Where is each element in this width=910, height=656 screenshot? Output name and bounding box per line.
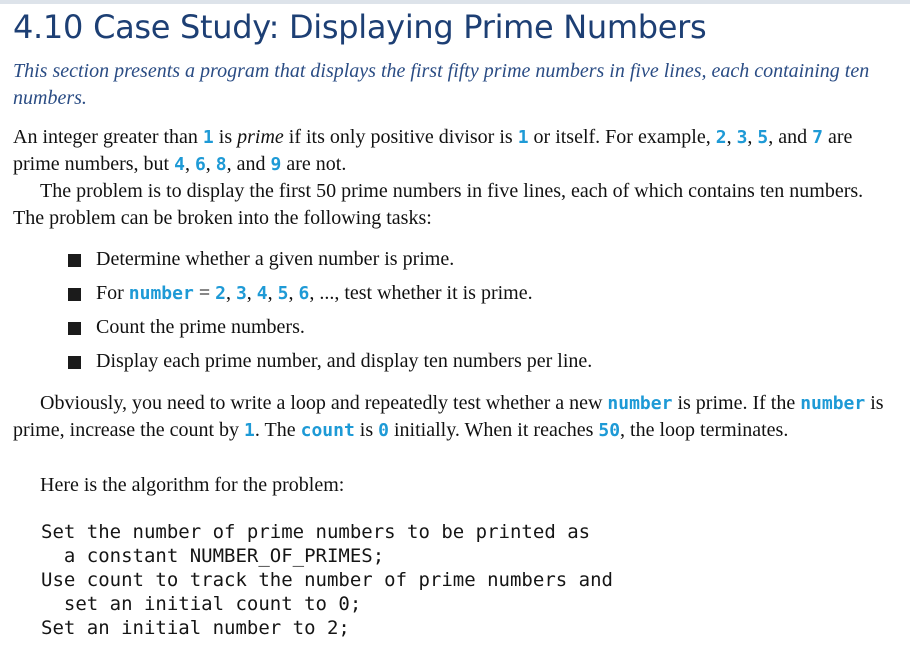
- code-line: Set the number of prime numbers to be printed as: [41, 521, 591, 543]
- emphasis-prime: prime: [237, 126, 284, 148]
- text: is prime. If the: [672, 392, 801, 414]
- text: , and: [768, 126, 813, 148]
- bullet-square-icon: [68, 254, 81, 267]
- list-item-text: Determine whether a given number is prime.: [96, 248, 455, 270]
- code-literal: 9: [270, 154, 282, 175]
- text: or itself. For example,: [528, 126, 716, 148]
- code-literal: 5: [757, 127, 769, 148]
- task-list: [68, 244, 592, 380]
- code-line: Use count to track the number of prime numbers and: [41, 569, 613, 591]
- code-literal: 5: [277, 283, 289, 304]
- text: , ..., test whether it is prime.: [309, 282, 533, 304]
- code-literal: number: [607, 393, 673, 414]
- code-literal: 4: [174, 154, 185, 175]
- section-title-text: Case Study: Displaying Prime Numbers: [93, 8, 707, 46]
- code-literal: 2: [215, 283, 226, 304]
- text: ,: [246, 282, 257, 304]
- code-literal: 3: [235, 283, 247, 304]
- text: Obviously, you need to write a loop and repeatedly test whether a new: [40, 392, 608, 414]
- text: ,: [726, 126, 737, 148]
- text: For: [96, 282, 129, 304]
- list-item-text: Display each prime number, and display ten numbers per line.: [96, 350, 593, 372]
- code-literal: count: [300, 420, 355, 441]
- text: , the loop terminates.: [620, 419, 789, 441]
- code-literal: 50: [598, 420, 621, 441]
- text: ,: [747, 126, 758, 148]
- list-item: [68, 244, 592, 278]
- code-literal: 1: [517, 127, 529, 148]
- text: ,: [184, 153, 195, 175]
- list-item-text: Count the prime numbers.: [96, 316, 305, 338]
- code-literal: 6: [298, 283, 310, 304]
- code-literal: 0: [378, 420, 389, 441]
- code-literal: number: [800, 393, 866, 414]
- text: is: [213, 126, 238, 148]
- paragraph-loop-explanation: [13, 390, 893, 444]
- code-literal: number: [128, 283, 194, 304]
- section-intro: This section presents a program that displays the first fifty prime numbers in five lines, each containing ten numbers.: [13, 60, 870, 109]
- text: An integer greater than: [13, 126, 203, 148]
- paragraph-problem: The problem is to display the first 50 prime numbers in five lines, each of which contains ten numbers. The problem can be broken into the following tasks:: [13, 180, 864, 229]
- text: ,: [267, 282, 278, 304]
- code-literal: 1: [202, 127, 214, 148]
- code-literal: 6: [194, 154, 206, 175]
- algorithm-code-block: [41, 520, 613, 640]
- list-item: [68, 346, 592, 380]
- text: ,: [205, 153, 216, 175]
- text: is: [354, 419, 379, 441]
- paragraph-prime-definition: [13, 124, 893, 178]
- text: if its only positive divisor is: [283, 126, 518, 148]
- list-item: [68, 312, 592, 346]
- code-literal: 1: [244, 420, 255, 441]
- code-literal: 4: [256, 283, 268, 304]
- text: =: [193, 282, 216, 304]
- code-literal: 2: [715, 127, 727, 148]
- code-literal: 3: [736, 127, 748, 148]
- code-line: a constant NUMBER_OF_PRIMES;: [41, 545, 385, 567]
- paragraph-algorithm-intro: Here is the algorithm for the problem:: [40, 474, 345, 496]
- text: initially. When it reaches: [388, 419, 599, 441]
- text: are prime numbers, but: [13, 126, 853, 175]
- code-line: Set an initial number to 2;: [41, 617, 350, 639]
- bullet-square-icon: [68, 288, 81, 301]
- text: is prime, increase the count by: [13, 392, 884, 441]
- text: are not.: [281, 153, 347, 175]
- section-number: 4.10: [13, 8, 84, 46]
- text: . The: [254, 419, 301, 441]
- list-item: [68, 278, 592, 312]
- text: ,: [225, 282, 236, 304]
- code-literal: 8: [215, 154, 227, 175]
- bullet-square-icon: [68, 322, 81, 335]
- bullet-square-icon: [68, 356, 81, 369]
- section-title: [13, 8, 706, 46]
- top-border: [0, 0, 910, 4]
- code-line: set an initial count to 0;: [41, 593, 362, 615]
- code-literal: 7: [812, 127, 823, 148]
- text: ,: [288, 282, 299, 304]
- text: , and: [226, 153, 271, 175]
